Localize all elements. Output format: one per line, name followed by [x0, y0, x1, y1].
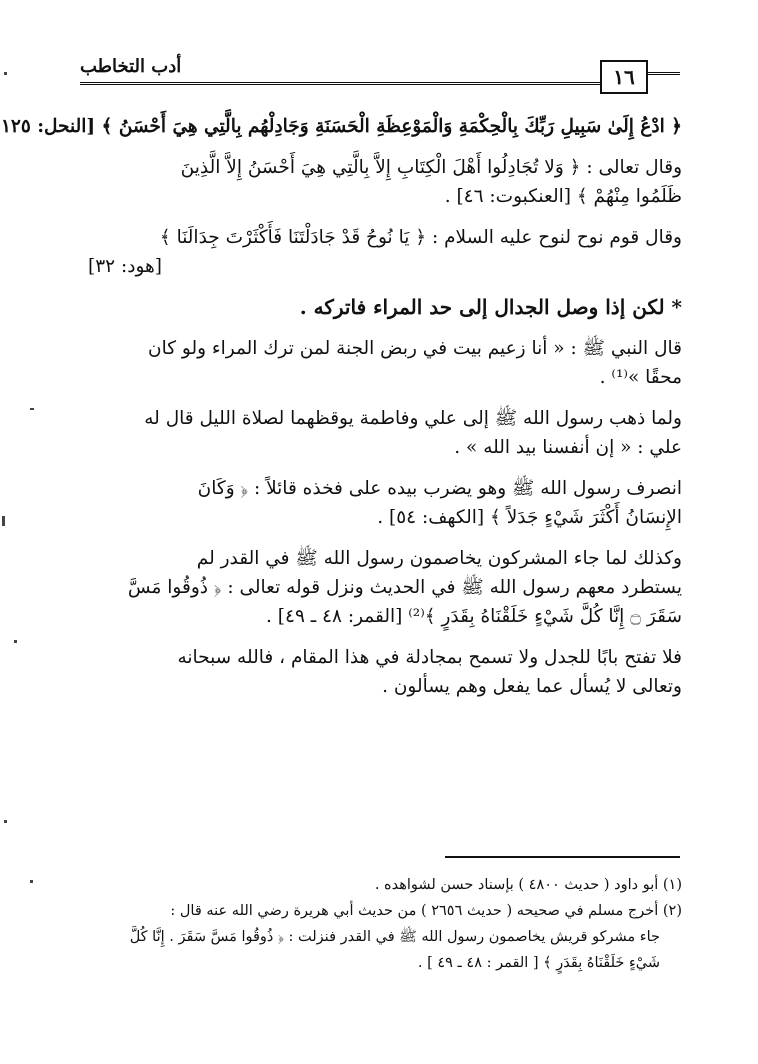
footnote-line: (١) أبو داود ( حديث ٤٨٠٠ ) بإسناد حسن لشواهده . [374, 877, 682, 893]
paragraph [78, 544, 682, 631]
paragraph [78, 404, 682, 462]
text-line: ولما ذهب رسول الله ﷺ إلى علي وفاطمة يوقظهما لصلاة الليل قال له [144, 408, 682, 429]
scan-speck [30, 408, 34, 410]
footnote-separator [445, 856, 680, 858]
page-header [80, 52, 680, 92]
text-line: وقال تعالى : ﴿ وَلا تُجَادِلُوا أَهْلَ الْكِتَابِ إِلاَّ بِالَّتِي هِيَ أَحْسَنُ إِلاَّ الَّذِينَ [180, 157, 682, 178]
text-line: ﴿ ادْعُ إِلَىٰ سَبِيلِ رَبِّكَ بِالْحِكْمَةِ وَالْمَوْعِظَةِ الْحَسَنَةِ وَجَادِلْهُم بِالَّتِي هِيَ أَحْسَنُ ﴾ [النحل: ١٢٥ [0, 116, 682, 137]
text-line: وتعالى لا يُسأل عما يفعل وهم يسألون . [382, 676, 682, 697]
paragraph [78, 223, 682, 281]
header-rule [80, 82, 610, 85]
header-rule-right [648, 72, 680, 75]
scan-speck [4, 72, 7, 75]
text-line: وقال قوم نوح لنوح عليه السلام : ﴿ يَا نُوحُ قَدْ جَادَلْتَنَا فَأَكْثَرْتَ جِدَالَنَا ﴾ [159, 227, 682, 248]
footnote-line: شَيْءٍ خَلَقْنَاهُ بِقَدَرٍ ﴾ [ القمر : ٤٨ ـ ٤٩ ] . [417, 955, 660, 971]
section-heading: * لكن إذا وصل الجدال إلى حد المراء فاتركه . [299, 295, 682, 319]
text-line: علي : « إن أنفسنا بيد الله » . [454, 437, 682, 458]
page-body [0, 112, 682, 713]
running-title: أدب التخاطب [80, 56, 182, 77]
paragraph [78, 643, 682, 701]
text-line: يستطرد معهم رسول الله ﷺ في الحديث ونزل قوله تعالى : ﴿ ذُوقُوا مَسَّ [127, 577, 682, 598]
text-line: الإِنسَانُ أَكْثَرَ شَيْءٍ جَدَلاً ﴾ [الكهف: ٥٤] . [377, 507, 682, 528]
paragraph [78, 334, 682, 392]
text-line: وكذلك لما جاء المشركون يخاصمون رسول الله ﷺ في القدر لم [196, 548, 682, 569]
text-line: قال النبي ﷺ : « أنا زعيم بيت في ربض الجنة لمن ترك المراء ولو كان [147, 338, 682, 359]
scan-speck [30, 880, 33, 883]
paragraph [78, 474, 682, 532]
footnotes [78, 872, 682, 976]
paragraph [0, 112, 682, 141]
text-line: انصرف رسول الله ﷺ وهو يضرب بيده على فخذه قائلاً : ﴿ وَكَانَ [197, 478, 682, 499]
text-line: ظَلَمُوا مِنْهُمْ ﴾ [العنكبوت: ٤٦] . [444, 186, 682, 207]
paragraph [78, 153, 682, 211]
page-number: ١٦ [600, 60, 648, 94]
text-line: سَقَرَ ۝ إِنَّا كُلَّ شَيْءٍ خَلَقْنَاهُ بِقَدَرٍ ﴾⁽²⁾ [القمر: ٤٨ ـ ٤٩] . [266, 606, 682, 627]
text-line: فلا تفتح بابًا للجدل ولا تسمح بمجادلة في هذا المقام ، فالله سبحانه [177, 647, 682, 668]
scan-speck [4, 820, 7, 823]
scan-speck [2, 516, 5, 526]
scan-speck [14, 640, 17, 643]
footnote-line: جاء مشركو قريش يخاصمون رسول الله ﷺ في القدر فنزلت : ﴿ ذُوقُوا مَسَّ سَقَرَ . إِنَّا كُلَّ [129, 929, 660, 945]
paragraph [78, 293, 682, 322]
footnote-line: (٢) أخرج مسلم في صحيحه ( حديث ٢٦٥٦ ) من حديث أبي هريرة رضي الله عنه قال : [170, 903, 682, 919]
text-line: [هود: ٣٢] [88, 256, 162, 277]
text-line: محقًا »⁽¹⁾ . [599, 367, 682, 388]
